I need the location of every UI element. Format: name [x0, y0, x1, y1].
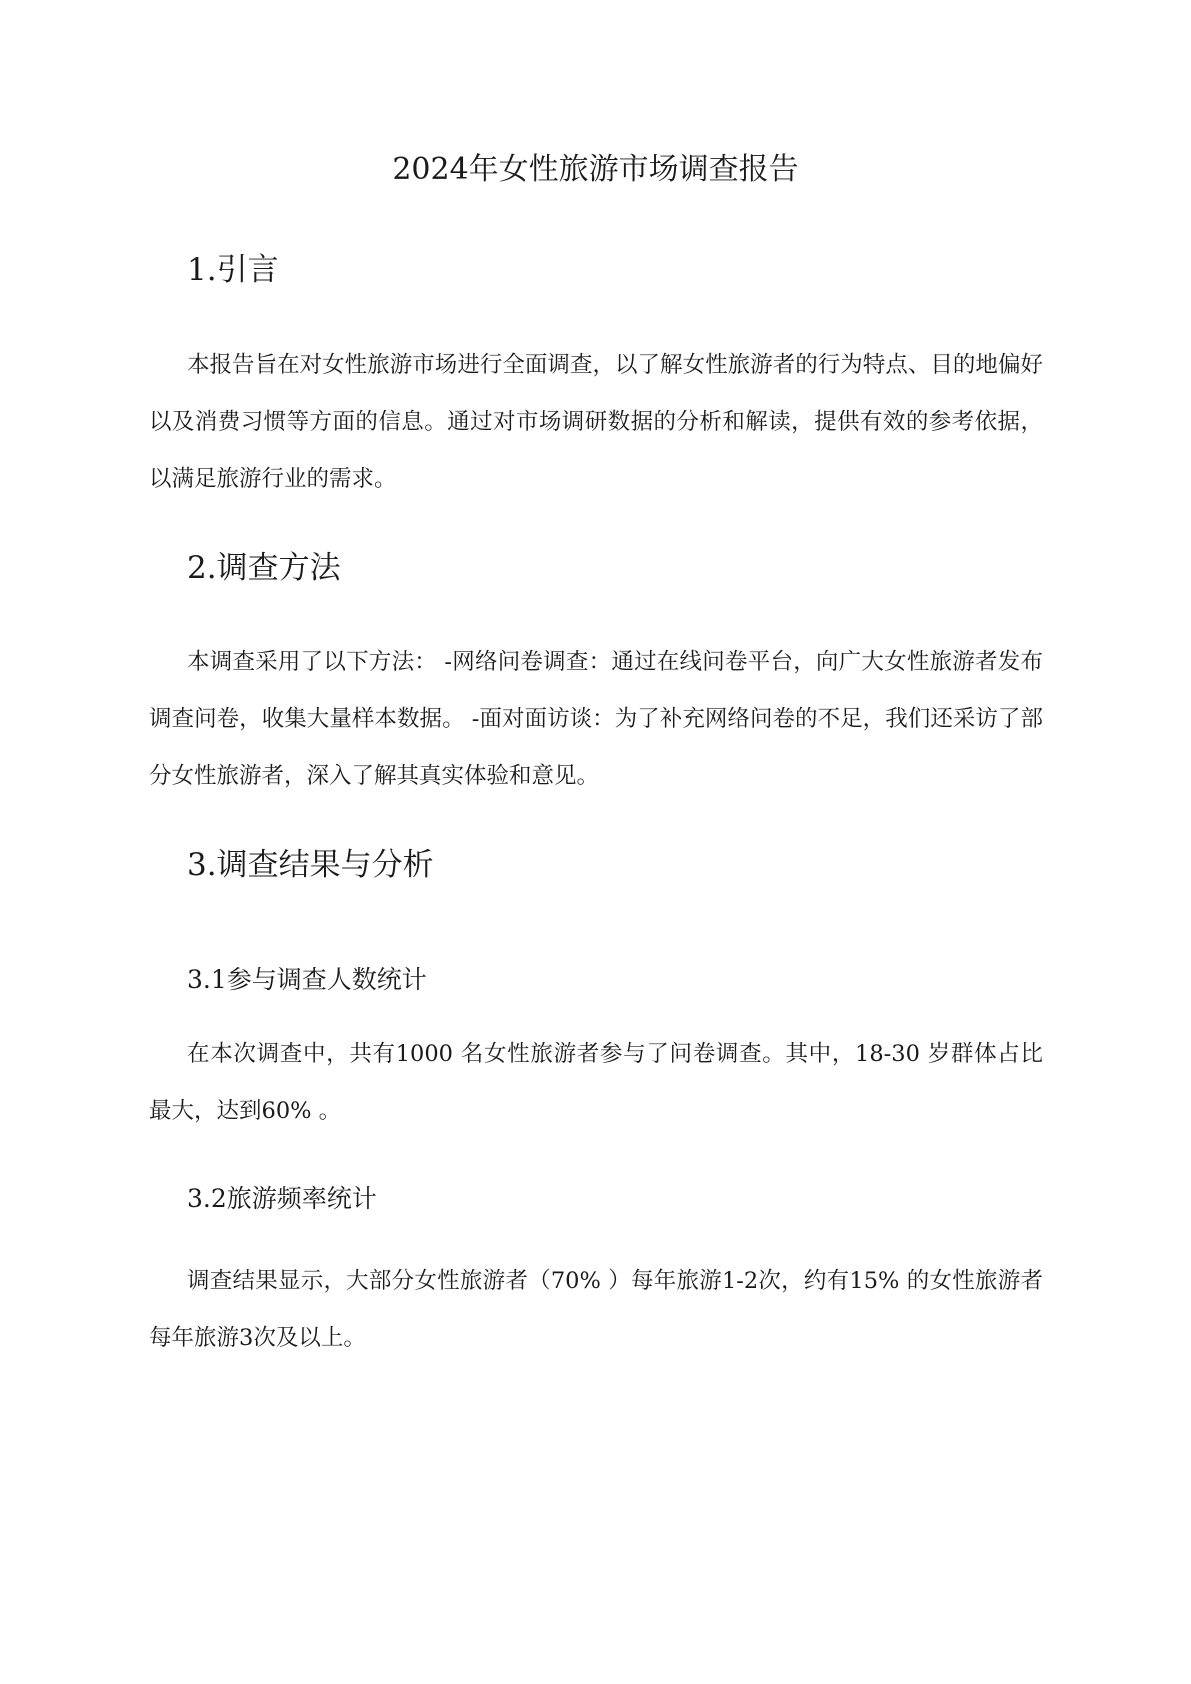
- section-heading-introduction: 1.引言: [187, 252, 279, 288]
- section-heading-results: 3.调查结果与分析: [187, 847, 434, 883]
- paragraph-participants: 在本次调查中，共有1000 名女性旅游者参与了问卷调查。其中，18-30 岁群体占比最大，达到60% 。: [149, 1041, 1043, 1124]
- document-title: 2024年女性旅游市场调查报告: [392, 152, 799, 187]
- paragraph-introduction: 本报告旨在对女性旅游市场进行全面调查，以了解女性旅游者的行为特点、目的地偏好以及消费习惯等方面的信息。通过对市场调研数据的分析和解读，提供有效的参考依据，以满足旅游行业的需求。: [149, 352, 1043, 492]
- subsection-heading-travel-frequency: 3.2旅游频率统计: [187, 1184, 377, 1213]
- subsection-heading-participants: 3.1参与调查人数统计: [187, 965, 427, 994]
- section-heading-survey-method: 2.调查方法: [187, 550, 341, 586]
- paragraph-survey-method: 本调查采用了以下方法： -网络问卷调查：通过在线问卷平台，向广大女性旅游者发布调查问卷，收集大量样本数据。 -面对面访谈：为了补充网络问卷的不足，我们还采访了部分女性旅游者，深入了解其真实体验和意见。: [149, 649, 1043, 789]
- paragraph-travel-frequency: 调查结果显示，大部分女性旅游者（70% ）每年旅游1-2次，约有15% 的女性旅游者每年旅游3次及以上。: [149, 1268, 1043, 1351]
